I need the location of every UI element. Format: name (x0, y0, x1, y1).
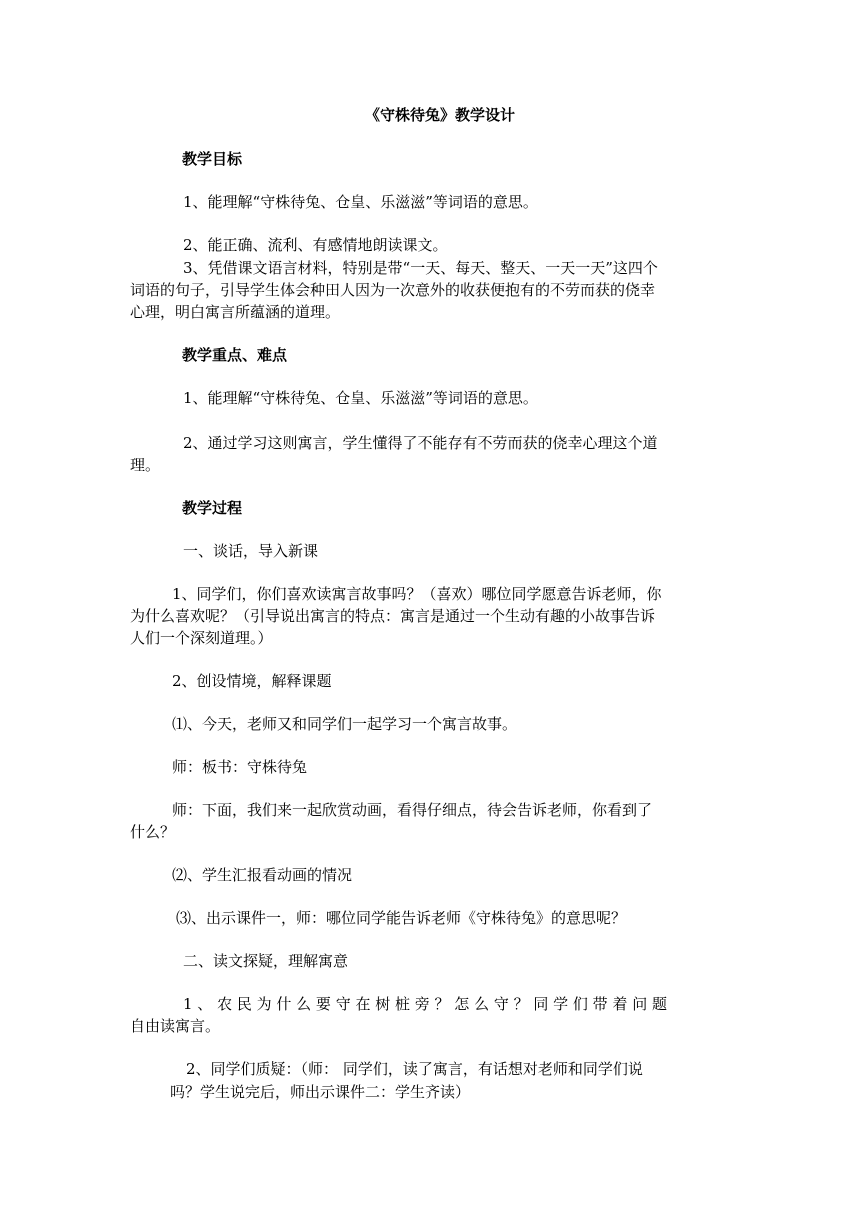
key-points-heading: 教学重点、难点 (182, 346, 288, 364)
goal-item-2: 2、能正确、流利、有感情地朗读课文。 (183, 236, 448, 254)
goal-item-1: 1、能理解“守株待兔、仓皇、乐滋滋”等词语的意思。 (183, 193, 538, 211)
part-1-para-2-step-3-line-1: 师：下面，我们来一起欣赏动画，看得仔细点，待会告诉老师，你看到了 (172, 801, 653, 819)
key-point-2-line-1: 2、通过学习这则寓言，学生懂得了不能存有不劳而获的侥幸心理这个道 (183, 434, 658, 452)
part-2-para-2-line-1: 2、同学们质疑：（师： 同学们，读了寓言，有话想对老师和同学们说 (186, 1060, 643, 1078)
part-2-para-1-line-1: 1 、 农 民 为 什 么 要 守 在 树 桩 旁 ？ 怎 么 守 ？ 同 学 们 带 着 问 题 (183, 995, 667, 1013)
part-1-para-2-step-5: ⑶、出示课件一，师：哪位同学能告诉老师《守株待兔》的意思呢？ (176, 909, 627, 927)
part-1-para-2-step-4: ⑵、学生汇报看动画的情况 (172, 866, 353, 884)
goal-item-3-line-1: 3、凭借课文语言材料，特别是带“一天、每天、整天、一天一天”这四个 (183, 259, 658, 277)
part-1-para-2-step-2: 师：板书：守株待兔 (172, 758, 308, 776)
part-2-para-1-line-2: 自由读寓言。 (130, 1017, 221, 1035)
goal-item-3-line-2: 词语的句子，引导学生体会种田人因为一次意外的收获便抱有的不劳而获的侥幸 (130, 281, 656, 299)
key-point-1: 1、能理解“守株待兔、仓皇、乐滋滋”等词语的意思。 (183, 389, 538, 407)
part-1-para-2: 2、创设情境，解释课题 (172, 672, 332, 690)
goals-heading: 教学目标 (182, 150, 243, 168)
part-1-para-1-line-1: 1、同学们，你们喜欢读寓言故事吗？（喜欢）哪位同学愿意告诉老师，你 (172, 585, 662, 603)
part-2-heading: 二、读文探疑，理解寓意 (183, 952, 349, 970)
part-2-para-2-line-2: 吗？学生说完后，师出示课件二：学生齐读） (170, 1083, 471, 1101)
part-1-heading: 一、谈话，导入新课 (183, 542, 319, 560)
process-heading: 教学过程 (182, 499, 243, 517)
goal-item-3-line-3: 心理，明白寓言所蕴涵的道理。 (130, 303, 341, 321)
part-1-para-1-line-3: 人们一个深刻道理。） (130, 629, 273, 647)
part-1-para-1-line-2: 为什么喜欢呢？（引导说出寓言的特点：寓言是通过一个生动有趣的小故事告诉 (130, 607, 656, 625)
part-1-para-2-step-1: ⑴、今天，老师又和同学们一起学习一个寓言故事。 (172, 715, 518, 733)
part-1-para-2-step-3-line-2: 什么？ (130, 823, 176, 841)
key-point-2-line-2: 理。 (130, 456, 161, 474)
document-title: 《守株待兔》教学设计 (365, 106, 516, 124)
